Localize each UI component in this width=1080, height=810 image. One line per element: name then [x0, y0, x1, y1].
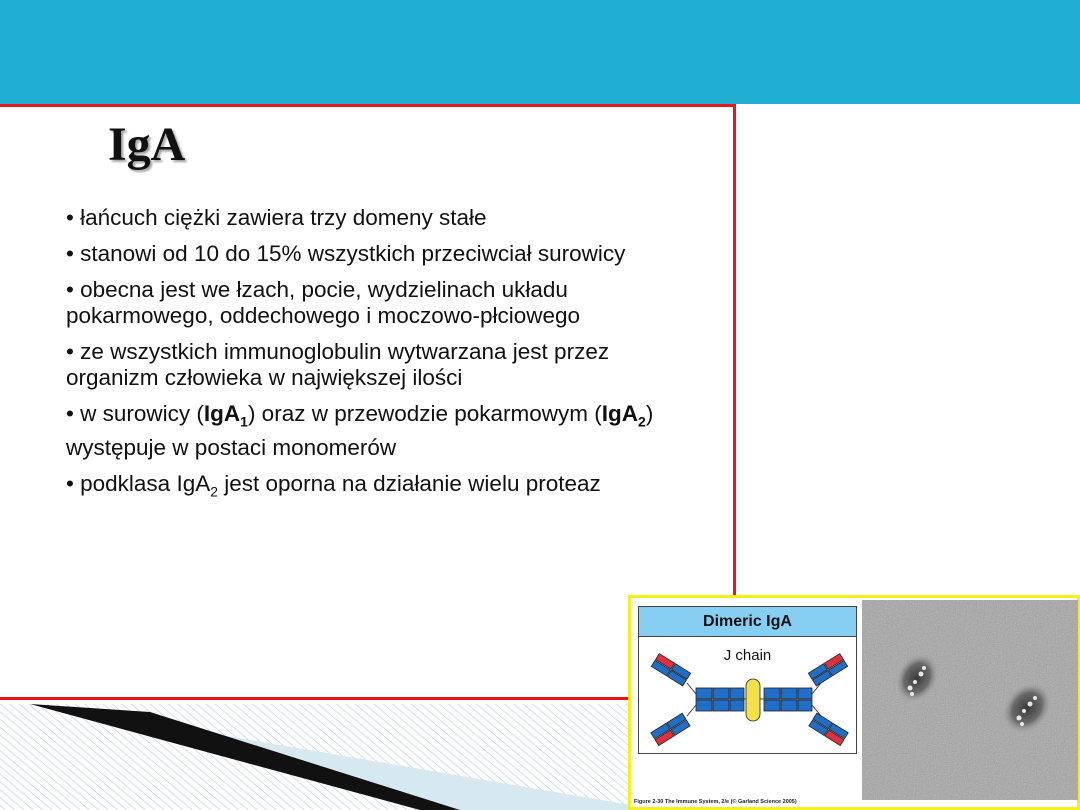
- bullet-quantity: • ze wszystkich immunoglobulin wytwarzana jest przez organizm człowieka w największej ilości: [66, 339, 610, 390]
- diagram-header: Dimeric IgA: [639, 607, 856, 637]
- j-chain-shape: [746, 679, 760, 721]
- bullet-subclasses: • w surowicy (IgA$_1$) oraz w przewodzie pokarmowym (IgA$_2$) występuje w postaci monomerów: [66, 401, 654, 460]
- top-banner: [0, 0, 1080, 104]
- figure-caption: Figure 2-30 The Immune System, 2/e (© Garland Science 2005): [634, 799, 797, 805]
- slide-title: IgA: [108, 118, 186, 171]
- jchain-label: J chain: [723, 647, 772, 664]
- bullet-percentage: • stanowi od 10 do 15% wszystkich przeciwciał surowicy: [66, 241, 626, 266]
- electron-micrograph: [862, 600, 1078, 800]
- bullet-list: [66, 205, 706, 514]
- dimeric-iga-diagram: [638, 606, 857, 754]
- bullet-protease: • podklasa IgA$_2$ jest oporna na działanie wielu proteaz: [66, 470, 601, 499]
- figure-panel: [628, 595, 1080, 810]
- decorative-stripes: [0, 704, 660, 810]
- content-panel: [0, 104, 736, 700]
- bullet-secretions: • obecna jest we łzach, pocie, wydzielinach układu pokarmowego, oddechowego i moczowo-płciowego: [66, 277, 581, 328]
- dimeric-iga-structure: [639, 637, 856, 753]
- bullet-heavy-chain: • łańcuch ciężki zawiera trzy domeny stałe: [66, 205, 487, 230]
